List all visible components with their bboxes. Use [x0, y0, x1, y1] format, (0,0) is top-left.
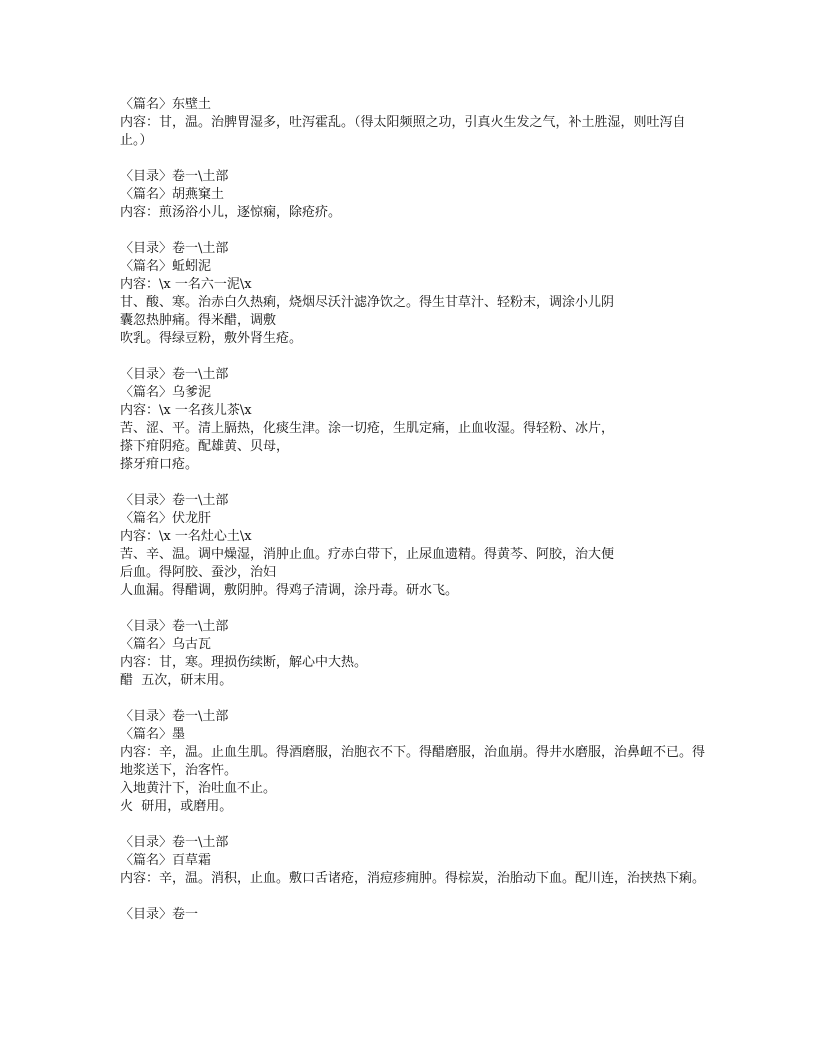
- document-page: [120, 96, 710, 942]
- entry-content: 内容：\x 一名灶心土\x: [120, 529, 252, 544]
- entry-huyankentu: [120, 168, 710, 222]
- entry-catalog: 〈目录〉卷一\土部: [120, 835, 229, 850]
- entry-catalog: 〈目录〉卷一\土部: [120, 493, 229, 508]
- entry-fulonggan: [120, 492, 710, 600]
- entry-mo: [120, 708, 710, 816]
- entry-title: 〈篇名〉墨: [120, 727, 186, 742]
- entry-content-line: 入地黄汁下，治吐血不止。: [120, 781, 277, 796]
- entry-content-line: 苦、辛、温。调中燥湿，消肿止血。疗赤白带下，止尿血遗精。得黄芩、阿胶，治大便: [120, 547, 615, 562]
- entry-wudieni: [120, 366, 710, 474]
- entry-content: 内容：\x 一名孩儿茶\x: [120, 403, 252, 418]
- entry-wuguwa: [120, 618, 710, 690]
- entry-content-line: 醋 五次，研末用。: [120, 673, 233, 688]
- entry-catalog: 〈目录〉卷一\土部: [120, 367, 229, 382]
- entry-catalog: 〈目录〉卷一: [120, 907, 199, 922]
- entry-content: 内容：甘，寒。理损伤续断，解心中大热。: [120, 655, 368, 670]
- entry-content: 内容：辛，温。止血生肌。得酒磨服，治胞衣不下。得醋磨服，治血崩。得井水磨服，治鼻衄不已。得地浆送下，治客忤。: [120, 745, 706, 778]
- entry-content-line: 搽牙疳口疮。: [120, 457, 199, 472]
- entry-content-line: 囊忽热肿痛。得米醋，调敷: [120, 313, 277, 328]
- entry-qiuyinni: [120, 240, 710, 348]
- entry-content: 内容：甘，温。治脾胃湿多，吐泻霍乱。（得太阳频照之功，引真火生发之气，补土胜湿，则吐泻自止。）: [120, 115, 686, 148]
- entry-content-line: 后血。得阿胶、蚕沙，治妇: [120, 565, 277, 580]
- entry-title: 〈篇名〉东壁土: [120, 97, 212, 112]
- entry-content-line: 甘、酸、寒。治赤白久热痢，烧烟尽沃汁滤净饮之。得生甘草汁、轻粉末，调涂小儿阴: [120, 295, 615, 310]
- entry-content: 内容：煎汤浴小儿，逐惊痫，除疮疥。: [120, 205, 342, 220]
- entry-title: 〈篇名〉乌古瓦: [120, 637, 212, 652]
- entry-content-line: 吹乳。得绿豆粉，敷外肾生疮。: [120, 331, 303, 346]
- entry-dongbitu: [120, 96, 710, 150]
- entry-content-line: 人血漏。得醋调，敷阴肿。得鸡子清调，涂丹毒。研水飞。: [120, 583, 459, 598]
- entry-catalog: 〈目录〉卷一\土部: [120, 619, 229, 634]
- entry-title: 〈篇名〉乌爹泥: [120, 385, 212, 400]
- entry-title: 〈篇名〉胡燕窠土: [120, 187, 225, 202]
- entry-content-line: 搽下疳阴疮。配雄黄、贝母，: [120, 439, 290, 454]
- entry-baicaoshuang: [120, 834, 710, 888]
- entry-title: 〈篇名〉蚯蚓泥: [120, 259, 212, 274]
- entry-catalog: 〈目录〉卷一\土部: [120, 709, 229, 724]
- entry-content-line: 苦、涩、平。清上膈热，化痰生津。涂一切疮，生肌定痛，止血收湿。得轻粉、冰片，: [120, 421, 615, 436]
- entry-catalog: 〈目录〉卷一\土部: [120, 169, 229, 184]
- entry-content-line: 火 研用，或磨用。: [120, 799, 233, 814]
- entry-trailing: [120, 906, 710, 924]
- entry-content: 内容：\x 一名六一泥\x: [120, 277, 252, 292]
- entry-title: 〈篇名〉百草霜: [120, 853, 212, 868]
- entry-catalog: 〈目录〉卷一\土部: [120, 241, 229, 256]
- entry-title: 〈篇名〉伏龙肝: [120, 511, 212, 526]
- entry-content: 内容：辛，温。消积，止血。敷口舌诸疮，消痘疹痈肿。得棕炭，治胎动下血。配川连，治挟热下痢。: [120, 871, 706, 886]
